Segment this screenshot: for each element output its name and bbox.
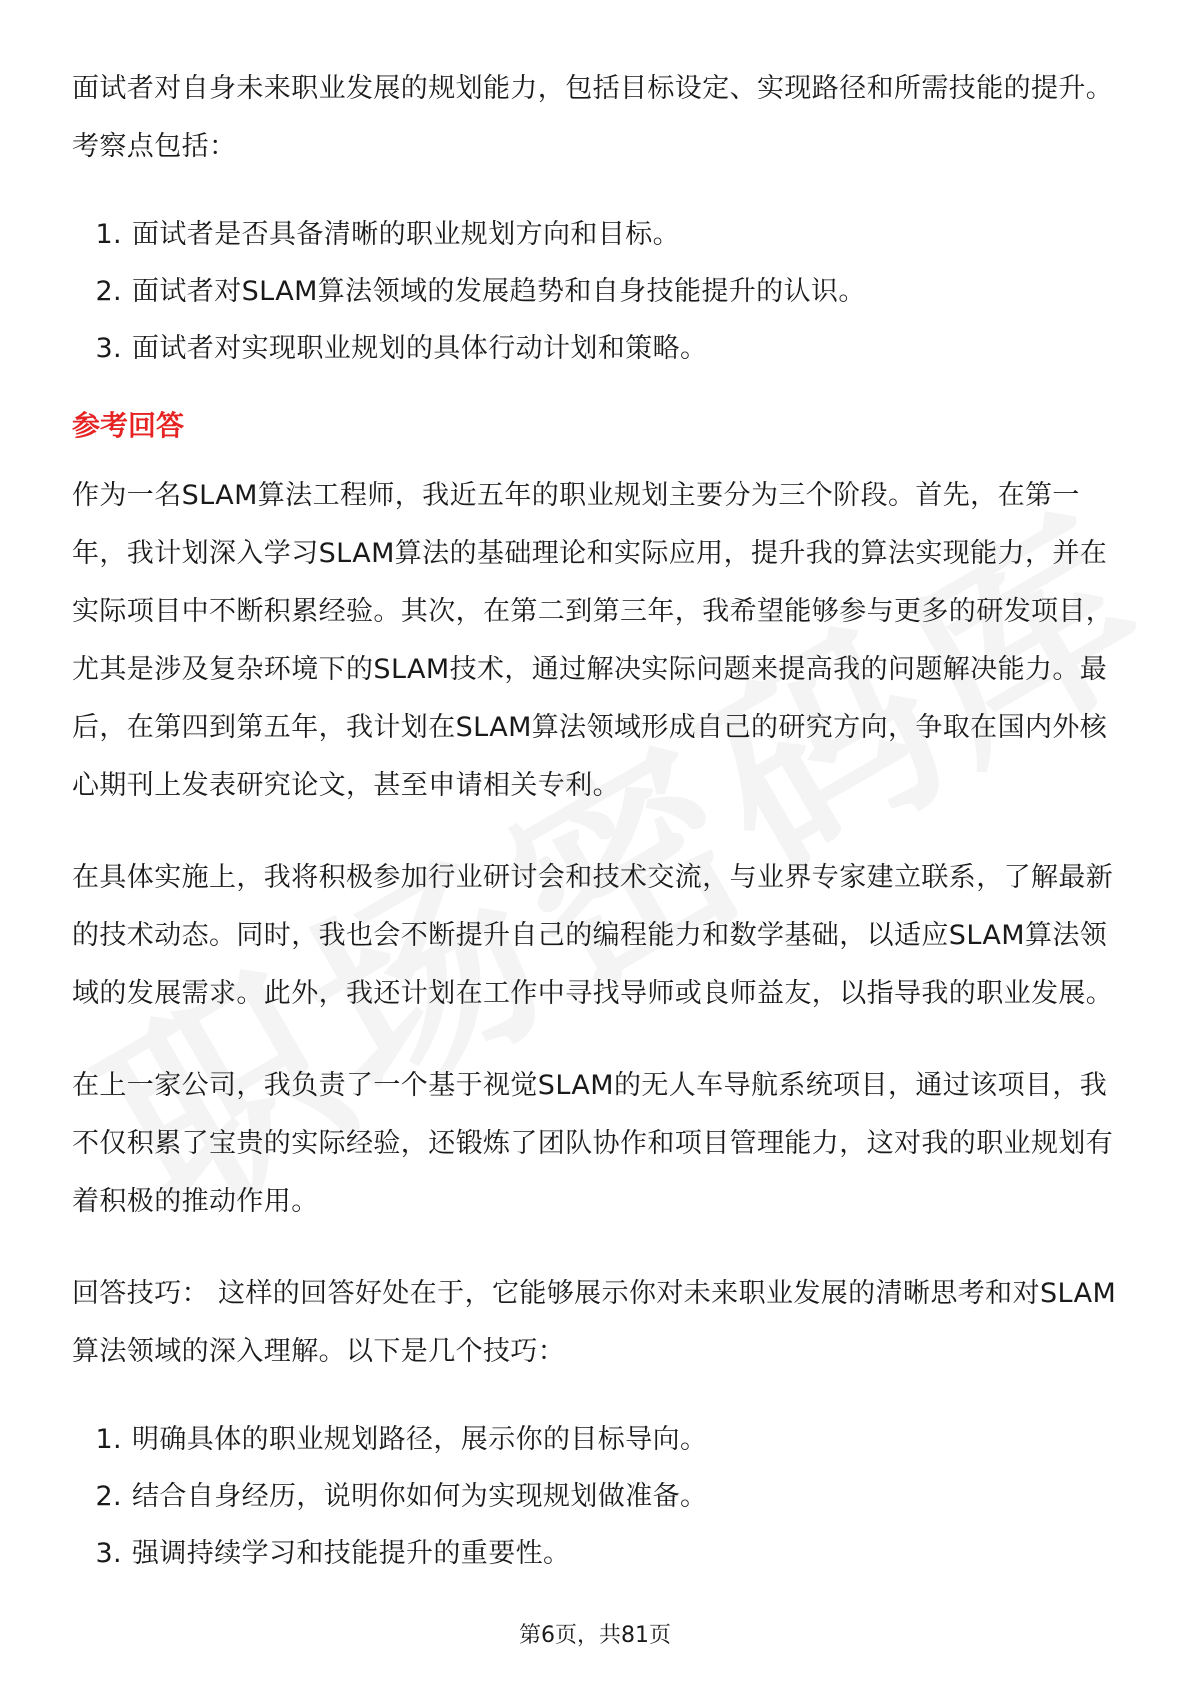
- list-item-text: 面试者对SLAM算法领域的发展趋势和自身技能提升的认识。: [132, 276, 866, 307]
- list-item: [72, 1468, 1118, 1525]
- list-item-number: 3.: [95, 333, 122, 364]
- page-footer: 第6页，共81页: [519, 1623, 671, 1648]
- list-item-text: 明确具体的职业规划路径，展示你的目标导向。: [132, 1424, 708, 1455]
- answer-paragraph: 在具体实施上，我将积极参加行业研讨会和技术交流，与业界专家建立联系，了解最新的技术动态。同时，我也会不断提升自己的编程能力和数学基础，以适应SLAM算法领域的发展需求。此外，我还计划在工作中寻找导师或良师益友，以指导我的职业发展。: [72, 862, 1114, 1009]
- list-item-number: 1.: [95, 1424, 122, 1455]
- document-body: [72, 60, 1118, 1582]
- list-item-text: 强调持续学习和技能提升的重要性。: [132, 1538, 571, 1569]
- answer-paragraph: 作为一名SLAM算法工程师，我近五年的职业规划主要分为三个阶段。首先，在第一年，我计划深入学习SLAM算法的基础理论和实际应用，提升我的算法实现能力，并在实际项目中不断积累经验。其次，在第二到第三年，我希望能够参与更多的研发项目，尤其是涉及复杂环境下的SLAM技术，通过解决实际问题来提高我的问题解决能力。最后，在第四到第五年，我计划在SLAM算法领域形成自己的研究方向，争取在国内外核心期刊上发表研究论文，甚至申请相关专利。: [72, 480, 1114, 801]
- criteria-list: [72, 206, 1118, 377]
- list-item: [72, 206, 1118, 263]
- list-item-number: 2.: [95, 1481, 122, 1512]
- list-item-text: 面试者是否具备清晰的职业规划方向和目标。: [132, 219, 680, 250]
- list-item: [72, 1411, 1118, 1468]
- list-item-text: 面试者对实现职业规划的具体行动计划和策略。: [132, 333, 708, 364]
- list-item: [72, 1525, 1118, 1582]
- list-item-number: 1.: [95, 219, 122, 250]
- list-item-number: 3.: [95, 1538, 122, 1569]
- list-item: [72, 320, 1118, 377]
- answer-paragraph: 在上一家公司，我负责了一个基于视觉SLAM的无人车导航系统项目，通过该项目，我不仅积累了宝贵的实际经验，还锻炼了团队协作和项目管理能力，这对我的职业规划有着积极的推动作用。: [72, 1070, 1114, 1217]
- tips-list: [72, 1411, 1118, 1582]
- list-item-number: 2.: [95, 276, 122, 307]
- section-title: 参考回答: [72, 409, 185, 442]
- tips-intro-paragraph: 回答技巧： 这样的回答好处在于，它能够展示你对未来职业发展的清晰思考和对SLAM算法领域的深入理解。以下是几个技巧：: [72, 1278, 1117, 1367]
- list-item: [72, 263, 1118, 320]
- intro-paragraph: 面试者对自身未来职业发展的规划能力，包括目标设定、实现路径和所需技能的提升。考察点包括：: [72, 73, 1114, 162]
- list-item-text: 结合自身经历，说明你如何为实现规划做准备。: [132, 1481, 708, 1512]
